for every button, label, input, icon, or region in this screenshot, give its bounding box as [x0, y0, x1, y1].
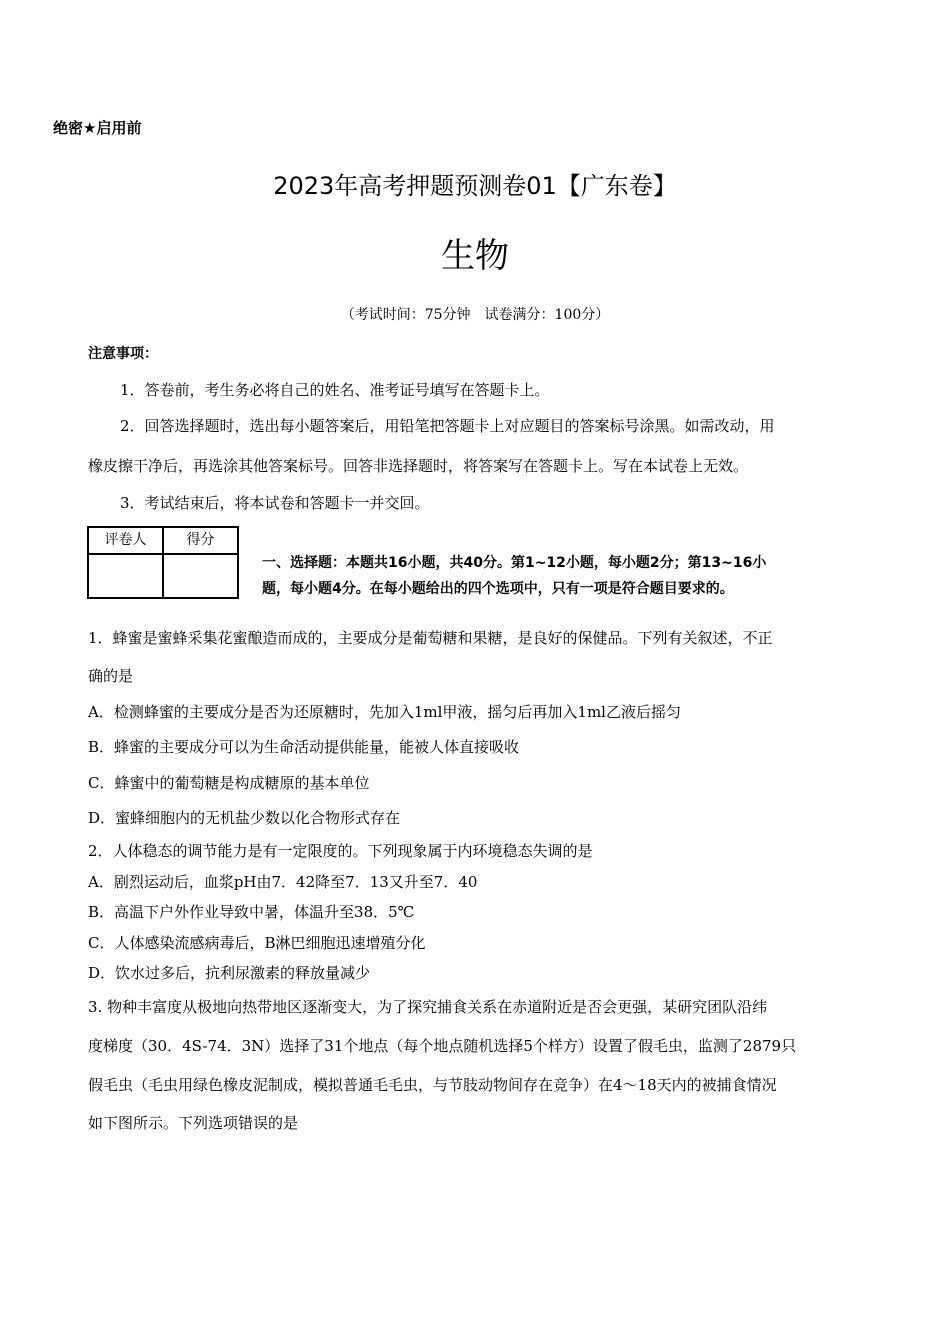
q2-option-a: A．剧烈运动后，血浆pH由7．42降至7．13又升至7．40: [88, 873, 478, 891]
confidential-label: 绝密★启用前: [53, 119, 142, 137]
notice-heading: 注意事项：: [88, 346, 158, 362]
q2-option-b: B．高温下户外作业导致中暑，体温升至38．5℃: [88, 903, 415, 921]
notice-item-2: 2．回答选择题时，选出每小题答案后，用铅笔把答题卡上对应题目的答案标号涂黑。如需改动，用: [120, 417, 775, 435]
q2-option-c: C．人体感染流感病毒后，B淋巴细胞迅速增殖分化: [88, 934, 426, 952]
q3-stem: 3. 物种丰富度从极地向热带地区逐渐变大，为了探究捕食关系在赤道附近是否会更强，某研究团队沿纬: [88, 998, 768, 1016]
q1-option-d: D．蜜蜂细胞内的无机盐少数以化合物形式存在: [88, 809, 401, 827]
q3-stem-cont-2: 假毛虫（毛虫用绿色橡皮泥制成，模拟普通毛毛虫，与节肢动物间存在竞争）在4～18天内的被捕食情况: [88, 1076, 777, 1094]
notice-item-1: 1．答卷前，考生务必将自己的姓名、准考证号填写在答题卡上。: [120, 381, 550, 399]
q3-stem-cont-3: 如下图所示。下列选项错误的是: [88, 1114, 299, 1132]
q1-option-b: B．蜂蜜的主要成分可以为生命活动提供能量，能被人体直接吸收: [88, 738, 520, 756]
subject-heading: 生物: [441, 236, 509, 276]
grader-cell: [88, 554, 163, 598]
exam-time-info: （考试时间：75分钟 试卷满分：100分）: [340, 307, 610, 323]
exam-title: 2023年高考押题预测卷01【广东卷】: [273, 172, 677, 200]
q3-stem-cont-1: 度梯度（30．4S-74．3N）选择了31个地点（每个地点随机选择5个样方）设置了假毛虫，监测了2879只: [88, 1037, 797, 1055]
section-line-2: 题，每小题4分。在每小题给出的四个选项中，只有一项是符合题目要求的。: [262, 581, 734, 597]
score-cell: [163, 554, 238, 598]
section-line-1: 一、选择题：本题共16小题，共40分。第1~12小题，每小题2分；第13~16小: [262, 555, 767, 571]
score-header: 得分: [163, 527, 238, 554]
q1-option-c: C．蜂蜜中的葡萄糖是构成糖原的基本单位: [88, 774, 370, 792]
section-instructions: [262, 550, 766, 602]
q1-stem-cont: 确的是: [88, 667, 134, 685]
q2-option-d: D．饮水过多后，抗利尿激素的释放量减少: [88, 964, 371, 982]
q1-option-a: A．检测蜂蜜的主要成分是否为还原糖时，先加入1ml甲液，摇匀后再加入1ml乙液后摇匀: [88, 703, 681, 721]
q1-stem: 1．蜂蜜是蜜蜂采集花蜜酿造而成的，主要成分是葡萄糖和果糖，是良好的保健品。下列有关叙述，不正: [88, 629, 773, 647]
notice-item-2-cont: 橡皮擦干净后，再选涂其他答案标号。回答非选择题时，将答案写在答题卡上。写在本试卷上无效。: [88, 457, 749, 475]
q2-stem: 2．人体稳态的调节能力是有一定限度的。下列现象属于内环境稳态失调的是: [88, 842, 593, 860]
score-table: [87, 526, 239, 599]
notice-item-3: 3．考试结束后，将本试卷和答题卡一并交回。: [120, 494, 430, 512]
grader-header: 评卷人: [88, 527, 163, 554]
